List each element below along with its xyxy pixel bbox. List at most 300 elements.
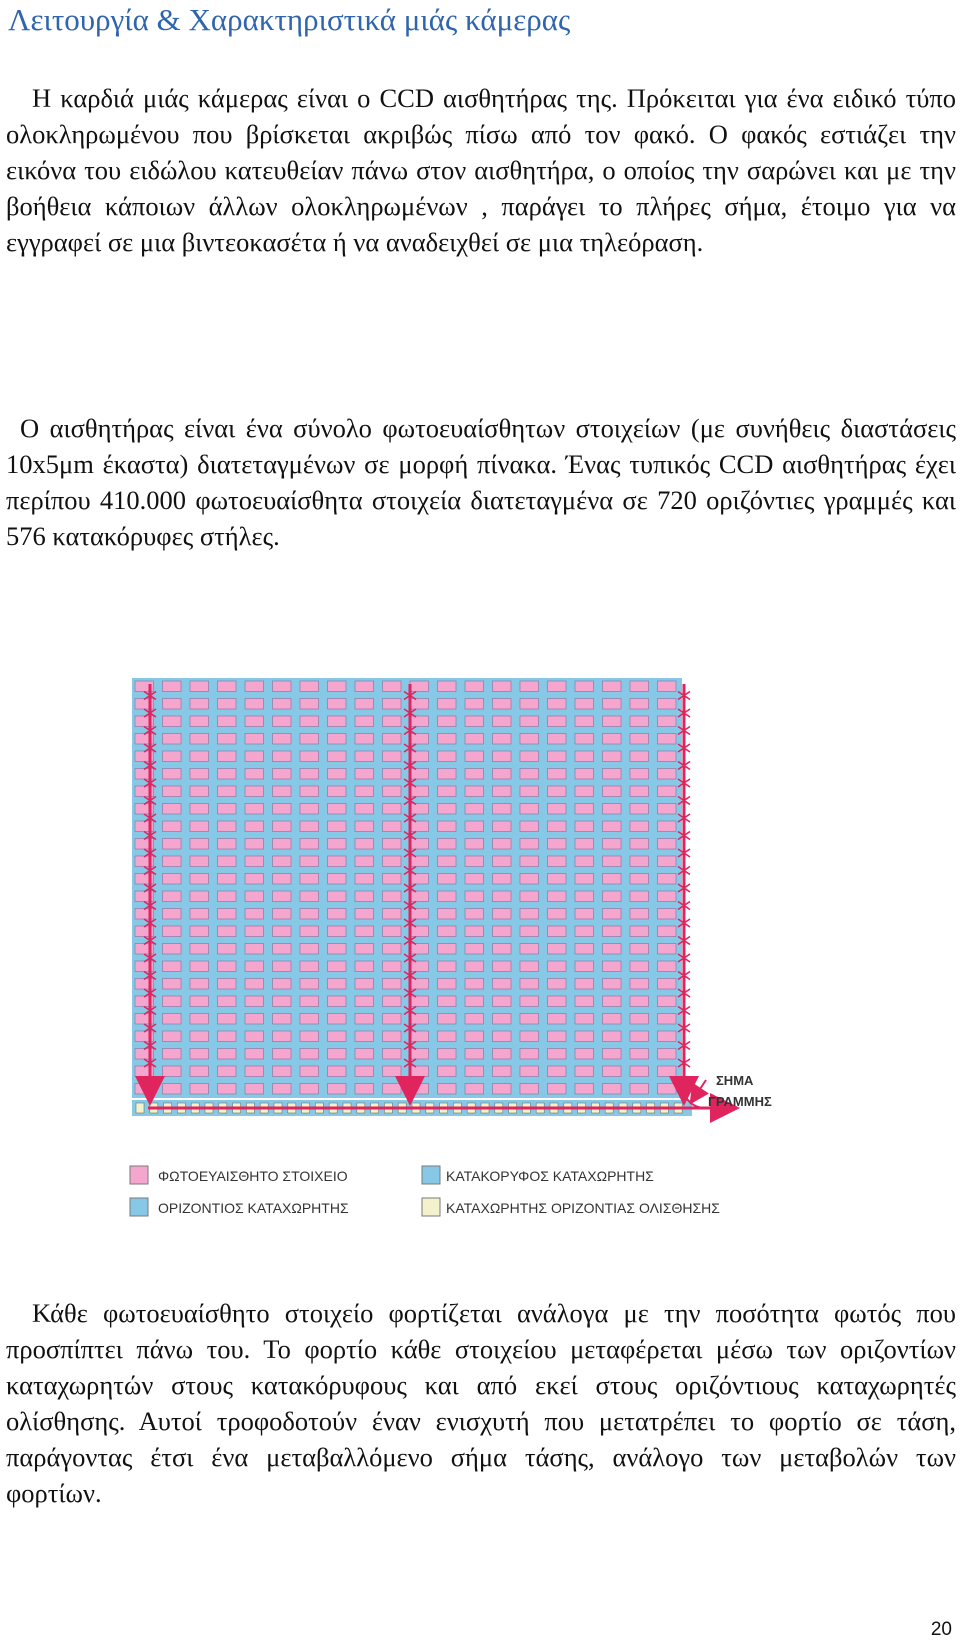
photo-element [383, 751, 402, 762]
photo-element [438, 769, 457, 780]
photo-element [493, 856, 512, 867]
photo-element [355, 699, 374, 710]
photo-element [355, 734, 374, 745]
photo-element [575, 856, 594, 867]
photo-element [328, 856, 347, 867]
photo-element [630, 926, 649, 937]
photo-element [658, 996, 677, 1007]
photo-element [465, 1031, 484, 1042]
photo-element [190, 821, 209, 832]
output-label-line2: ΓΡΑΜΜΗΣ [708, 1094, 772, 1109]
photo-element [410, 944, 429, 955]
photo-element [438, 909, 457, 920]
photo-element [410, 1014, 429, 1025]
photo-element [163, 734, 182, 745]
photo-element [328, 751, 347, 762]
photo-element [245, 909, 264, 920]
photo-element [218, 681, 237, 692]
photo-element [273, 909, 292, 920]
photo-element [355, 926, 374, 937]
photo-element [575, 909, 594, 920]
photo-element [658, 1031, 677, 1042]
photo-element [630, 839, 649, 850]
photo-element [245, 856, 264, 867]
photo-element [630, 909, 649, 920]
photo-element [245, 891, 264, 902]
photo-element [493, 909, 512, 920]
legend-label-shift-register: ΚΑΤΑΧΩΡΗΤΗΣ ΟΡΙΖΟΝΤΙΑΣ ΟΛΙΣΘΗΣΗΣ [446, 1200, 720, 1216]
photo-element [493, 926, 512, 937]
photo-element [630, 979, 649, 990]
page-title: Λειτουργία & Χαρακτηριστικά μιάς κάμερας [8, 2, 571, 37]
photo-element [465, 874, 484, 885]
photo-element [273, 839, 292, 850]
photo-element [548, 856, 567, 867]
photo-element [658, 909, 677, 920]
photo-element [465, 839, 484, 850]
photo-element [410, 751, 429, 762]
photo-element [410, 786, 429, 797]
photo-element [630, 751, 649, 762]
photo-element [273, 681, 292, 692]
photo-element [163, 821, 182, 832]
photo-element [245, 821, 264, 832]
photo-element [603, 1084, 622, 1095]
photo-element [410, 821, 429, 832]
photo-element [355, 1066, 374, 1077]
photo-element [630, 874, 649, 885]
photo-element [493, 891, 512, 902]
photo-element [300, 769, 319, 780]
photo-element [163, 751, 182, 762]
photo-element [328, 1049, 347, 1060]
photo-element [328, 1014, 347, 1025]
photo-element [630, 769, 649, 780]
photo-element [355, 1084, 374, 1095]
photo-element [410, 699, 429, 710]
photo-element [493, 1049, 512, 1060]
photo-element [410, 734, 429, 745]
photo-element [355, 1049, 374, 1060]
photo-element [575, 699, 594, 710]
photo-element [245, 786, 264, 797]
photo-element [548, 874, 567, 885]
photo-element [603, 734, 622, 745]
photo-element [630, 944, 649, 955]
photo-element [190, 909, 209, 920]
photo-element [273, 874, 292, 885]
photo-element [328, 909, 347, 920]
photo-element [548, 769, 567, 780]
photo-element [630, 681, 649, 692]
photo-element [273, 926, 292, 937]
photo-element [218, 1031, 237, 1042]
photo-element [520, 856, 539, 867]
photo-element [328, 786, 347, 797]
photo-element [328, 979, 347, 990]
photo-element [273, 1084, 292, 1095]
photo-element [630, 786, 649, 797]
photo-element [300, 856, 319, 867]
photo-element [218, 1049, 237, 1060]
photo-element [383, 734, 402, 745]
page-number: 20 [930, 1619, 952, 1640]
photo-element [658, 891, 677, 902]
photo-element [163, 996, 182, 1007]
photo-element [245, 944, 264, 955]
photo-element [300, 1084, 319, 1095]
photo-element [410, 1084, 429, 1095]
photo-element [630, 996, 649, 1007]
photo-element [355, 716, 374, 727]
photo-element [520, 681, 539, 692]
photo-element [465, 821, 484, 832]
legend-label-pixel: ΦΩΤΟΕΥΑΙΣΘΗΤΟ ΣΤΟΙΧΕΙΟ [158, 1168, 348, 1184]
photo-element [300, 681, 319, 692]
photo-element [548, 1066, 567, 1077]
photo-element [328, 734, 347, 745]
photo-element [575, 944, 594, 955]
photo-element [300, 891, 319, 902]
photo-element [218, 839, 237, 850]
photo-element [190, 716, 209, 727]
photo-element [163, 839, 182, 850]
photo-element [410, 1066, 429, 1077]
photo-element [493, 1066, 512, 1077]
register-background [132, 678, 682, 1098]
photo-element [383, 804, 402, 815]
photo-element [630, 1031, 649, 1042]
photo-element [273, 699, 292, 710]
photo-element [630, 961, 649, 972]
photo-element [493, 821, 512, 832]
photo-element [575, 681, 594, 692]
photo-element [300, 979, 319, 990]
photo-element [163, 979, 182, 990]
photo-element [383, 839, 402, 850]
photo-element [163, 909, 182, 920]
photo-element [658, 681, 677, 692]
photo-element [383, 909, 402, 920]
photo-element [603, 769, 622, 780]
photo-element [575, 804, 594, 815]
photo-element [190, 926, 209, 937]
photo-element [520, 699, 539, 710]
photo-element [575, 926, 594, 937]
photo-element [355, 874, 374, 885]
photo-element [603, 996, 622, 1007]
photo-element [273, 751, 292, 762]
photo-element [245, 751, 264, 762]
photo-element [300, 926, 319, 937]
photo-element [603, 891, 622, 902]
photo-element [190, 1084, 209, 1095]
photo-element [520, 769, 539, 780]
photo-element [410, 1049, 429, 1060]
photo-element [328, 769, 347, 780]
photo-element [575, 751, 594, 762]
photo-element [355, 839, 374, 850]
photo-element [355, 979, 374, 990]
photo-element [410, 716, 429, 727]
photo-element [163, 681, 182, 692]
photo-element [603, 909, 622, 920]
photo-element [300, 699, 319, 710]
shift-register-cell [136, 1103, 144, 1113]
photo-element [438, 996, 457, 1007]
ccd-diagram [128, 670, 840, 1260]
photo-element [190, 734, 209, 745]
photo-element [465, 1014, 484, 1025]
photo-element [548, 699, 567, 710]
photo-element [658, 769, 677, 780]
photo-element [328, 1031, 347, 1042]
photo-element [245, 961, 264, 972]
photo-element [190, 874, 209, 885]
photo-element [603, 856, 622, 867]
photo-element [410, 681, 429, 692]
photo-element [383, 1031, 402, 1042]
photo-element [218, 909, 237, 920]
photo-element [218, 786, 237, 797]
photo-element [328, 926, 347, 937]
photo-element [438, 856, 457, 867]
photo-element [520, 944, 539, 955]
photo-element [603, 821, 622, 832]
photo-element [218, 1014, 237, 1025]
photo-element [300, 996, 319, 1007]
photo-element [163, 716, 182, 727]
photo-element [218, 891, 237, 902]
photo-element [190, 804, 209, 815]
photo-element [548, 751, 567, 762]
photo-element [493, 804, 512, 815]
photo-element [575, 961, 594, 972]
photo-element [658, 1049, 677, 1060]
photo-element [300, 1049, 319, 1060]
photo-element [383, 944, 402, 955]
photo-element [630, 716, 649, 727]
photo-element [383, 716, 402, 727]
photo-element [658, 874, 677, 885]
photo-element [658, 804, 677, 815]
photo-element [548, 996, 567, 1007]
photo-element [575, 734, 594, 745]
photo-element [548, 1031, 567, 1042]
photo-element [245, 734, 264, 745]
photo-element [520, 1031, 539, 1042]
photo-element [410, 979, 429, 990]
photo-element [300, 1066, 319, 1077]
photo-element [493, 1014, 512, 1025]
photo-element [438, 979, 457, 990]
photo-element [245, 1066, 264, 1077]
photo-element [273, 786, 292, 797]
photo-element [658, 856, 677, 867]
photo-element [465, 961, 484, 972]
photo-element [273, 1031, 292, 1042]
photo-element [355, 909, 374, 920]
photo-element [465, 751, 484, 762]
photo-element [163, 1014, 182, 1025]
photo-element [603, 874, 622, 885]
photo-element [300, 944, 319, 955]
photo-element [328, 1084, 347, 1095]
photo-element [548, 734, 567, 745]
photo-element [218, 751, 237, 762]
photo-element [190, 681, 209, 692]
photo-element [520, 804, 539, 815]
photo-element [300, 874, 319, 885]
photo-element [273, 996, 292, 1007]
photo-element [658, 734, 677, 745]
photo-element [438, 839, 457, 850]
photo-element [245, 1031, 264, 1042]
photo-element [520, 909, 539, 920]
photo-element [520, 961, 539, 972]
photo-element [273, 1066, 292, 1077]
photo-element [355, 786, 374, 797]
photo-element [575, 786, 594, 797]
photo-element [438, 716, 457, 727]
paragraph-intro: Η καρδιά μιάς κάμερας είναι ο CCD αισθητήρας της. Πρόκειται για ένα ειδικό τύπο ολοκληρωμένου που βρίσκεται ακριβώς πίσω από τον φακό. Ο φακός εστιάζει την εικόνα του ειδώλου κατευθείαν πάνω στον αισθητήρα, ο οποίος την σαρώνει και με την βοήθεια κάποιων άλλων ολοκληρωμένων , παράγει το πλήρες σήμα, έτοιμο για να εγγραφεί σε μια βιντεοκασέτα ή να αναδειχθεί σε μια τηλεόραση. [6, 83, 956, 257]
photo-element [328, 716, 347, 727]
photo-element [190, 839, 209, 850]
photo-element [218, 1084, 237, 1095]
photo-element [465, 681, 484, 692]
photo-element [245, 1014, 264, 1025]
photo-element [575, 996, 594, 1007]
photo-element [383, 979, 402, 990]
photo-element [163, 786, 182, 797]
photo-element [438, 1084, 457, 1095]
photo-element [163, 874, 182, 885]
photo-element [493, 681, 512, 692]
photo-element [328, 944, 347, 955]
photo-element [218, 944, 237, 955]
photo-element [603, 926, 622, 937]
photo-element [438, 891, 457, 902]
photo-element [493, 734, 512, 745]
photo-element [548, 1014, 567, 1025]
photo-element [245, 769, 264, 780]
photo-element [218, 716, 237, 727]
photo-element [355, 856, 374, 867]
photo-element [190, 1049, 209, 1060]
photo-element [163, 1031, 182, 1042]
photo-element [520, 874, 539, 885]
photo-element [603, 1014, 622, 1025]
legend-swatch-pixel [130, 1166, 148, 1184]
photo-element [410, 961, 429, 972]
photo-element [163, 804, 182, 815]
photo-element [410, 996, 429, 1007]
photo-element [273, 734, 292, 745]
photo-element [658, 751, 677, 762]
photo-element [218, 996, 237, 1007]
photo-element [300, 839, 319, 850]
photo-element [355, 681, 374, 692]
photo-element [630, 821, 649, 832]
photo-element [520, 786, 539, 797]
photo-element [465, 1049, 484, 1060]
photo-element [493, 944, 512, 955]
sensor-grid [132, 678, 692, 1116]
photo-element [383, 891, 402, 902]
photo-element [190, 961, 209, 972]
photo-element [520, 734, 539, 745]
photo-element [438, 1014, 457, 1025]
photo-element [575, 769, 594, 780]
photo-element [548, 716, 567, 727]
photo-element [328, 839, 347, 850]
photo-element [355, 821, 374, 832]
photo-element [383, 681, 402, 692]
photo-element [548, 804, 567, 815]
photo-element [355, 804, 374, 815]
photo-element [328, 891, 347, 902]
photo-element [163, 926, 182, 937]
photo-element [493, 751, 512, 762]
photo-element [548, 926, 567, 937]
photo-element [273, 769, 292, 780]
photo-element [438, 734, 457, 745]
photo-element [520, 1014, 539, 1025]
photo-element [383, 856, 402, 867]
photo-element [300, 804, 319, 815]
photo-element [410, 874, 429, 885]
photo-element [658, 979, 677, 990]
photo-element [410, 839, 429, 850]
photo-element [383, 769, 402, 780]
photo-element [190, 1031, 209, 1042]
photo-element [328, 1066, 347, 1077]
photo-element [658, 716, 677, 727]
photo-element [548, 979, 567, 990]
photo-element [603, 804, 622, 815]
photo-element [218, 734, 237, 745]
photo-element [465, 734, 484, 745]
photo-element [465, 891, 484, 902]
photo-element [328, 804, 347, 815]
photo-element [383, 874, 402, 885]
photo-element [575, 716, 594, 727]
photo-element [438, 804, 457, 815]
photo-element [190, 944, 209, 955]
photo-element [630, 804, 649, 815]
photo-element [273, 891, 292, 902]
photo-element [300, 961, 319, 972]
photo-element [355, 769, 374, 780]
photo-element [438, 874, 457, 885]
photo-element [630, 1014, 649, 1025]
photo-element [328, 874, 347, 885]
photo-element [300, 1014, 319, 1025]
photo-element [630, 1049, 649, 1060]
signal-pointer-arrow [694, 1080, 706, 1098]
photo-element [493, 786, 512, 797]
photo-element [493, 716, 512, 727]
photo-element [218, 699, 237, 710]
photo-element [575, 839, 594, 850]
photo-element [575, 1084, 594, 1095]
photo-element [658, 1014, 677, 1025]
photo-element [575, 1066, 594, 1077]
photo-element [465, 1084, 484, 1095]
photo-element [273, 979, 292, 990]
photo-element [493, 839, 512, 850]
photo-element [383, 926, 402, 937]
